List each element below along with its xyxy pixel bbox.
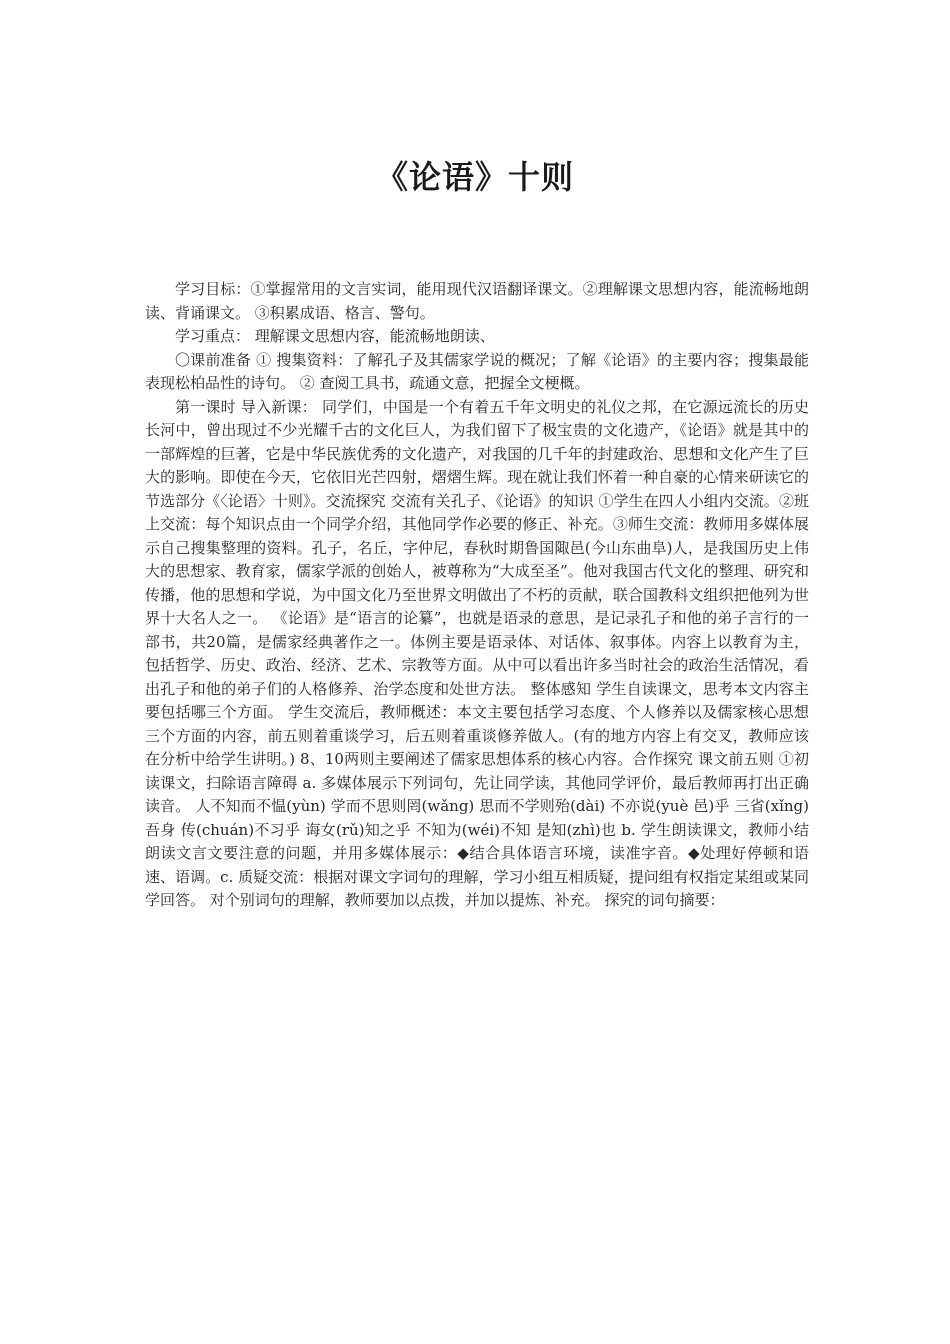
document-body: [145, 278, 809, 913]
paragraph-learning-goals: 学习目标：①掌握常用的文言实词，能用现代汉语翻译课文。②理解课文思想内容，能流畅地朗读、背诵课文。 ③积累成语、格言、警句。: [145, 280, 809, 322]
paragraph-first-lesson: 第一课时 导入新课： 同学们，中国是一个有着五千年文明史的礼仪之邦，在它源远流长的历史长河中，曾出现过不少光耀千古的文化巨人，为我们留下了极宝贵的文化遗产，《论语》就是其中的一部辉煌的巨著，它是中华民族优秀的文化遗产，对我国的几千年的封建政治、思想和文化产生了巨大的影响。即使在今天，它依旧光芒四射，熠熠生辉。现在就让我们怀着一种自豪的心情来研读它的节选部分《〈论语〉十则》。交流探究 交流有关孔子、《论语》的知识 ①学生在四人小组内交流。②班上交流：每个知识点由一个同学介绍，其他同学作必要的修正、补充。③师生交流：教师用多媒体展示自己搜集整理的资料。孔子，名丘，字仲尼，春秋时期鲁国陬邑(今山东曲阜)人，是我国历史上伟大的思想家、教育家，儒家学派的创始人，被尊称为“大成至圣”。他对我国古代文化的整理、研究和传播，他的思想和学说，为中国文化乃至世界文明做出了不朽的贡献，联合国教科文组织把他列为世界十大名人之一。 《论语》是“语言的论纂”，也就是语录的意思，是记录孔子和他的弟子言行的一部书，共20篇，是儒家经典著作之一。体例主要是语录体、对话体、叙事体。内容上以教育为主，包括哲学、历史、政治、经济、艺术、宗教等方面。从中可以看出许多当时社会的政治生活情况，看出孔子和他的弟子们的人格修养、治学态度和处世方法。 整体感知 学生自读课文，思考本文内容主要包括哪三个方面。 学生交流后，教师概述：本文主要包括学习态度、个人修养以及儒家核心思想三个方面的内容，前五则着重谈学习，后五则着重谈修养做人。(有的地方内容上有交叉，教师应该在分析中给学生讲明。) 8、10两则主要阐述了儒家思想体系的核心内容。合作探究 课文前五则 ①初读课文，扫除语言障碍 a. 多媒体展示下列词句，先让同学读，其他同学评价，最后教师再打出正确读音。 人不知而不愠(yùn) 学而不思则罔(wǎng) 思而不学则殆(dài) 不亦说(yuè 邑)乎 三省(xǐng)吾身 传(chuán)不习乎 诲女(rǔ)知之乎 不知为(wéi)不知 是知(zhì)也 b. 学生朗读课文，教师小结朗读文言文要注意的问题，并用多媒体展示：◆结合具体语言环境，读准字音。◆处理好停顿和语速、语调。c. 质疑交流：根据对课文字词句的理解，学习小组互相质疑，提问组有权指定某组或某同学回答。 对个别词句的理解，教师要加以点拨，并加以提炼、补充。 探究的词句摘要：: [145, 397, 809, 909]
paragraph-preparation: 〇课前准备 ① 搜集资料：了解孔子及其儒家学说的概况；了解《论语》的主要内容；搜集最能表现松柏品性的诗句。 ② 查阅工具书，疏通文意，把握全文梗概。: [145, 350, 809, 392]
paragraph-learning-focus: 学习重点： 理解课文思想内容，能流畅地朗读、: [175, 327, 495, 345]
document-title: 《论语》十则: [375, 158, 574, 196]
